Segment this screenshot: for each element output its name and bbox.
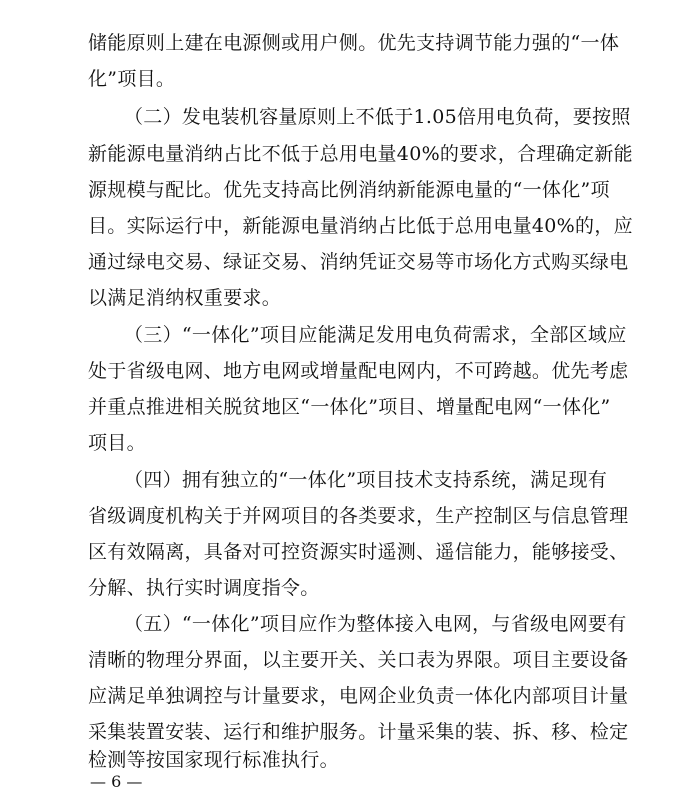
paragraph-3-start: （三）“一体化”项目应能满足发用电负荷需求，全部区域应 bbox=[124, 324, 627, 346]
paragraph-5-start: （五）“一体化”项目应作为整体接入电网，与省级电网要有 bbox=[124, 613, 627, 635]
paragraph-2-start: （二）发电装机容量原则上不低于1.05倍用电负荷，要按照 bbox=[124, 106, 631, 128]
text-line: 分解、执行实时调度指令。 bbox=[88, 577, 320, 599]
text-line: 目。实际运行中，新能源电量消纳占比低于总用电量40%的，应 bbox=[88, 215, 633, 237]
text-line: 源规模与配比。优先支持高比例消纳新能源电量的“一体化”项 bbox=[88, 179, 610, 201]
text-line: 采集装置安装、运行和维护服务。计量采集的装、拆、移、检定 bbox=[88, 721, 629, 743]
text-line: 清晰的物理分界面，以主要开关、关口表为界限。项目主要设备 bbox=[88, 649, 629, 671]
text-line: 通过绿电交易、绿证交易、消纳凭证交易等市场化方式购买绿电 bbox=[88, 251, 629, 273]
text-line: 项目。 bbox=[88, 432, 146, 454]
text-line: 区有效隔离，具备对可控资源实时遥测、遥信能力，能够接受、 bbox=[88, 541, 629, 563]
text-line: 以满足消纳权重要求。 bbox=[88, 287, 282, 309]
text-line: 储能原则上建在电源侧或用户侧。优先支持调节能力强的“一体 bbox=[88, 32, 620, 54]
text-line: 省级调度机构关于并网项目的各类要求，生产控制区与信息管理 bbox=[88, 505, 629, 527]
text-line: 新能源电量消纳占比不低于总用电量40%的要求，合理确定新能 bbox=[88, 143, 633, 165]
text-line: 检测等按国家现行标准执行。 bbox=[88, 749, 339, 771]
page-number: — 6 — bbox=[90, 772, 143, 791]
text-line: 应满足单独调控与计量要求，电网企业负责一体化内部项目计量 bbox=[88, 685, 629, 707]
text-line: 化”项目。 bbox=[88, 68, 176, 90]
paragraph-4-start: （四）拥有独立的“一体化”项目技术支持系统，满足现有 bbox=[124, 469, 608, 491]
text-line: 处于省级电网、地方电网或增量配电网内，不可跨越。优先考虑 bbox=[88, 360, 629, 382]
text-line: 并重点推进相关脱贫地区“一体化”项目、增量配电网“一体化” bbox=[88, 396, 611, 418]
